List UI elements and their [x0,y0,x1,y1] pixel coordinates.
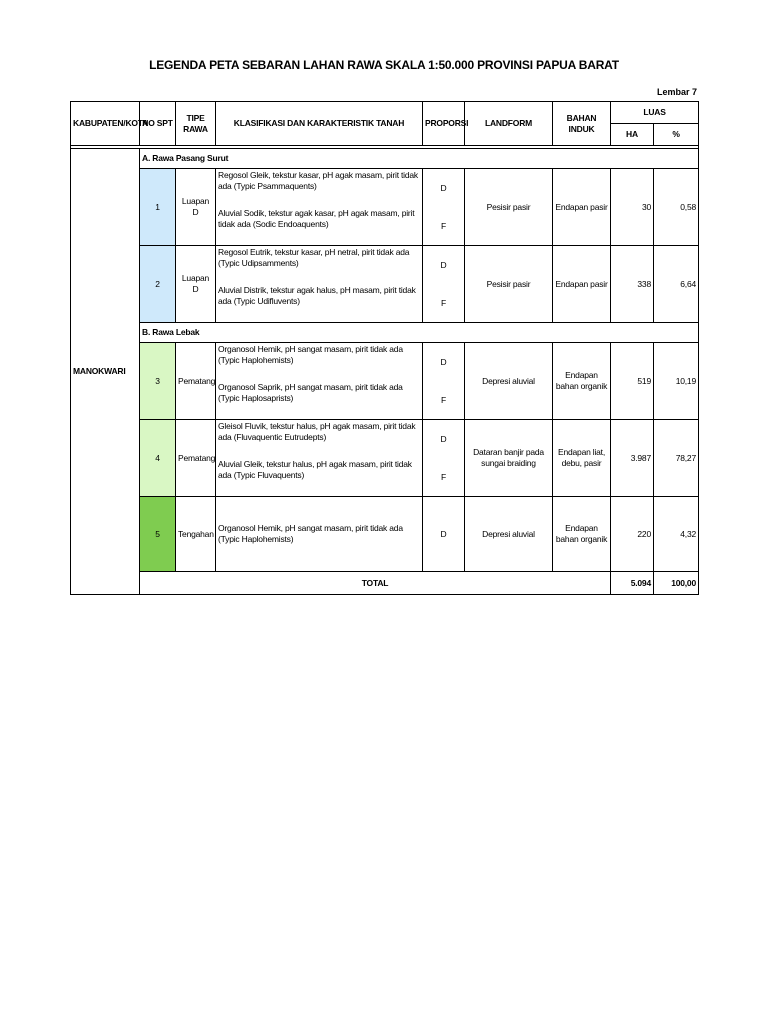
legend-table [70,101,699,595]
kabupaten-cell: MANOKWARI [71,149,140,595]
proporsi-value: D [440,183,447,193]
luas-ha: 220 [611,497,654,572]
tipe-rawa: Luapan D [176,246,216,323]
proporsi-value: D [440,434,447,444]
proporsi-value: D [440,260,447,270]
luas-ha: 30 [611,169,654,246]
luas-persen: 4,32 [654,497,699,572]
header-tipe-rawa: TIPE RAWA [176,102,216,146]
spt-number: 1 [140,169,176,246]
table-row [71,420,699,497]
bahan-induk: Endapan liat, debu, pasir [553,420,611,497]
proporsi-value: D [440,357,447,367]
luas-ha: 3.987 [611,420,654,497]
proporsi-value: F [441,298,446,308]
bahan-induk: Endapan pasir [553,169,611,246]
soil-description: Regosol Gleik, tekstur kasar, pH agak masam, pirit tidak ada (Typic Psammaquents) [218,170,418,191]
soil-description: Organosol Saprik, pH sangat masam, pirit tidak ada (Typic Haplosaprists) [218,382,403,403]
soil-description: Organosol Hemik, pH sangat masam, pirit tidak ada (Typic Haplohemists) [218,344,403,365]
spt-number: 5 [140,497,176,572]
soil-description: Organosol Hemik, pH sangat masam, pirit tidak ada (Typic Haplohemists) [216,497,423,572]
header-ha: HA [611,124,654,146]
soil-description: Gleisol Fluvik, tekstur halus, pH agak masam, pirit tidak ada (Fluvaquentic Eutrudepts) [218,421,416,442]
table-row [71,246,699,323]
proporsi-value: F [441,472,446,482]
luas-persen: 0,58 [654,169,699,246]
total-label: TOTAL [140,572,611,595]
luas-persen: 10,19 [654,343,699,420]
proporsi-value: F [441,395,446,405]
spt-number: 4 [140,420,176,497]
header-proporsi: PROPORSI [423,102,465,146]
table-row [71,343,699,420]
header-no-spt: NO SPT [140,102,176,146]
spt-number: 2 [140,246,176,323]
proporsi-value: F [441,221,446,231]
total-row [71,572,699,595]
landform: Pesisir pasir [465,246,553,323]
spt-number: 3 [140,343,176,420]
section-label: B. Rawa Lebak [140,323,699,343]
landform: Depresi aluvial [465,497,553,572]
header-luas: LUAS [611,102,699,124]
proporsi-value: D [423,497,465,572]
total-persen: 100,00 [654,572,699,595]
page-title: LEGENDA PETA SEBARAN LAHAN RAWA SKALA 1:50.000 PROVINSI PAPUA BARAT [149,58,619,72]
luas-persen: 78,27 [654,420,699,497]
landform: Dataran banjir pada sungai braiding [465,420,553,497]
soil-description: Regosol Eutrik, tekstur kasar, pH netral, pirit tidak ada (Typic Udipsamments) [218,247,410,268]
landform: Depresi aluvial [465,343,553,420]
header-klasifikasi: KLASIFIKASI DAN KARAKTERISTIK TANAH [216,102,423,146]
header-bahan-induk: BAHAN INDUK [553,102,611,146]
section-label: A. Rawa Pasang Surut [140,149,699,169]
luas-ha: 338 [611,246,654,323]
bahan-induk: Endapan pasir [553,246,611,323]
table-row [71,497,699,572]
soil-description: Aluvial Distrik, tekstur agak halus, pH masam, pirit tidak ada (Typic Udifluvents) [218,285,416,306]
header-kabupaten: KABUPATEN/KOTA [71,102,140,146]
sheet-number: Lembar 7 [656,87,697,97]
table-row [71,169,699,246]
total-ha: 5.094 [611,572,654,595]
header-landform: LANDFORM [465,102,553,146]
bahan-induk: Endapan bahan organik [553,497,611,572]
tipe-rawa: Pematang [176,420,216,497]
tipe-rawa: Pematang [176,343,216,420]
luas-ha: 519 [611,343,654,420]
luas-persen: 6,64 [654,246,699,323]
bahan-induk: Endapan bahan organik [553,343,611,420]
tipe-rawa: Tengahan [176,497,216,572]
landform: Pesisir pasir [465,169,553,246]
soil-description: Aluvial Gleik, tekstur halus, pH agak masam, pirit tidak ada (Typic Fluvaquents) [218,459,412,480]
tipe-rawa: Luapan D [176,169,216,246]
soil-description: Aluvial Sodik, tekstur agak kasar, pH agak masam, pirit tidak ada (Sodic Endoaquents) [218,208,415,229]
header-persen: % [654,124,699,146]
